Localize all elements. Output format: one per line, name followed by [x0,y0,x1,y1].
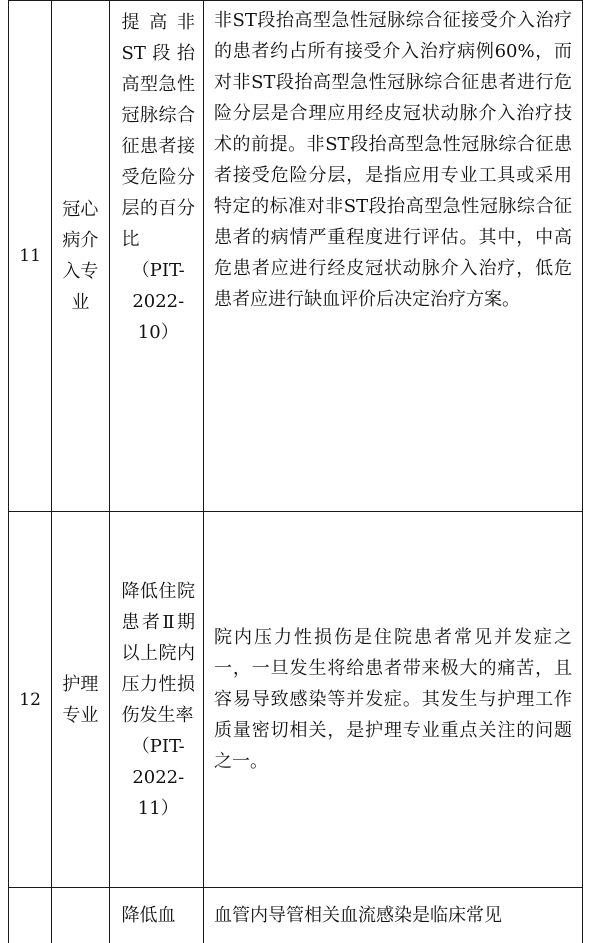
indicator-cell [109,512,203,888]
indicator-code: （PIT-2022-11） [110,731,203,824]
row-number-cell [9,512,52,888]
indicator-name: 提高非ST段抬高型急性冠脉综合征患者接受危险分层的百分比 [110,7,203,255]
major-cell [52,1,109,512]
description-cell [204,888,583,943]
table-row [9,512,583,888]
row-number: 12 [19,690,41,710]
major-cell [52,888,109,943]
indicator-cell [109,1,203,512]
row-number: 11 [19,246,41,266]
indicator-description: 血管内导管相关血流感染是临床常见 [204,900,582,931]
row-number-cell [9,1,52,512]
indicator-description: 非ST段抬高型急性冠脉综合征接受介入治疗的患者约占所有接受介入治疗病例60%，而对非ST段抬高型急性冠脉综合征患者进行危险分层是合理应用经皮冠状动脉介入治疗技术的前提。非ST段抬高型急性冠脉综合征患者接受危险分层，是指应用专业工具或采用特定的标准对非ST段抬高型急性冠脉综合征患者的病情严重程度进行评估。其中，中高危患者应进行经皮冠状动脉介入治疗，低危患者应进行缺血评价后决定治疗方案。 [204,5,582,315]
major-name: 护理专业 [52,669,108,731]
major-name: 冠心病介入专业 [52,194,108,318]
indicator-description: 院内压力性损伤是住院患者常见并发症之一，一旦发生将给患者带来极大的痛苦，且容易导致感染等并发症。其发生与护理工作质量密切相关，是护理专业重点关注的问题之一。 [204,622,582,777]
indicator-cell [109,888,203,943]
description-cell [204,1,583,512]
indicator-name: 降低住院患者Ⅱ期以上院内压力性损伤发生率 [110,576,203,731]
table-row [9,888,583,943]
description-cell [204,512,583,888]
indicator-name: 降低血 [110,900,203,931]
row-number-cell [9,888,52,943]
table-row [9,1,583,512]
major-cell [52,512,109,888]
quality-indicator-table [8,0,583,943]
indicator-code: （PIT-2022-10） [110,255,203,348]
